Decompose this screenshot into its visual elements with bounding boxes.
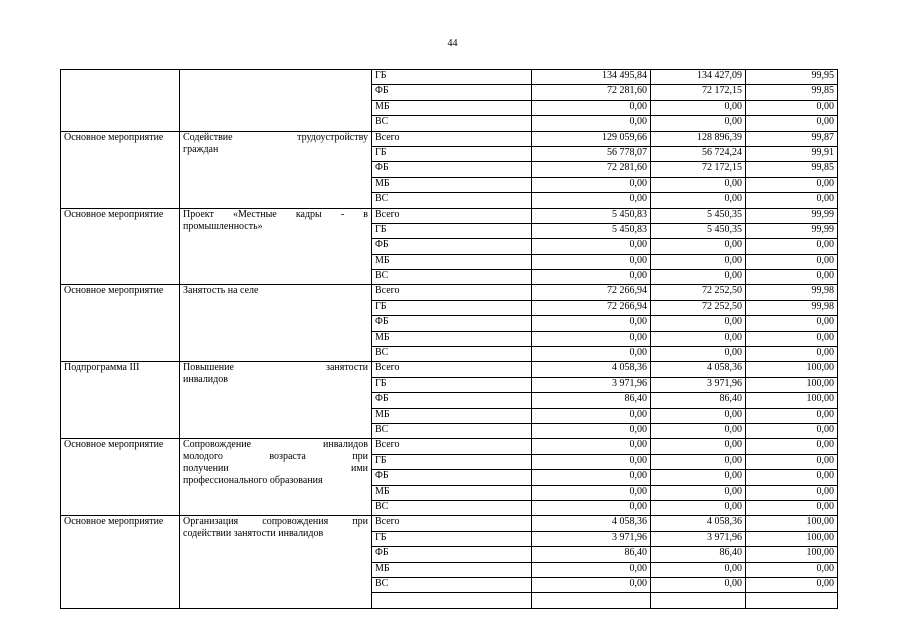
planned-amount: 0,00	[532, 470, 651, 485]
table-row	[61, 208, 838, 223]
execution-percent: 0,00	[746, 331, 838, 346]
funding-source: Всего	[372, 516, 532, 531]
planned-amount: 0,00	[532, 177, 651, 192]
row-type-cell	[61, 131, 180, 208]
actual-amount: 72 172,15	[651, 162, 746, 177]
execution-percent: 100,00	[746, 516, 838, 531]
funding-source: ГБ	[372, 377, 532, 392]
funding-source: ФБ	[372, 85, 532, 100]
activity-name-cell	[180, 131, 372, 208]
activity-name-cell	[180, 208, 372, 285]
execution-percent: 0,00	[746, 485, 838, 500]
funding-source: ФБ	[372, 547, 532, 562]
row-type: Основное мероприятие	[64, 131, 164, 143]
table-row	[61, 516, 838, 531]
planned-amount: 56 778,07	[532, 146, 651, 161]
actual-amount: 0,00	[651, 408, 746, 423]
execution-percent: 0,00	[746, 239, 838, 254]
actual-amount: 0,00	[651, 470, 746, 485]
planned-amount: 72 266,94	[532, 300, 651, 315]
budget-table	[60, 69, 838, 609]
planned-amount: 0,00	[532, 408, 651, 423]
funding-source: ФБ	[372, 393, 532, 408]
activity-name-cell	[180, 70, 372, 132]
activity-name-line: Повышение занятости	[183, 362, 368, 374]
row-type: Основное мероприятие	[64, 285, 164, 297]
row-type-cell	[61, 208, 180, 285]
actual-amount: 0,00	[651, 347, 746, 362]
funding-source: ФБ	[372, 316, 532, 331]
activity-name-line: Организация сопровождения при	[183, 516, 368, 528]
execution-percent: 100,00	[746, 547, 838, 562]
funding-source: Всего	[372, 285, 532, 300]
empty-cell	[532, 593, 651, 608]
funding-source: ГБ	[372, 531, 532, 546]
actual-amount: 0,00	[651, 177, 746, 192]
planned-amount: 86,40	[532, 547, 651, 562]
activity-name-line: Сопровождение инвалидов	[183, 439, 368, 451]
execution-percent: 0,00	[746, 470, 838, 485]
funding-source: ВС	[372, 423, 532, 438]
execution-percent: 100,00	[746, 377, 838, 392]
actual-amount: 134 427,09	[651, 70, 746, 85]
planned-amount: 0,00	[532, 347, 651, 362]
row-type: Основное мероприятие	[64, 208, 164, 220]
planned-amount: 0,00	[532, 454, 651, 469]
activity-name-line: профессионального образования	[183, 475, 323, 487]
execution-percent: 99,91	[746, 146, 838, 161]
planned-amount: 134 495,84	[532, 70, 651, 85]
planned-amount: 0,00	[532, 100, 651, 115]
execution-percent: 99,87	[746, 131, 838, 146]
planned-amount: 0,00	[532, 562, 651, 577]
activity-name-cell	[180, 362, 372, 439]
execution-percent: 100,00	[746, 393, 838, 408]
planned-amount: 3 971,96	[532, 531, 651, 546]
actual-amount: 5 450,35	[651, 208, 746, 223]
actual-amount: 0,00	[651, 270, 746, 285]
actual-amount: 56 724,24	[651, 146, 746, 161]
actual-amount: 5 450,35	[651, 223, 746, 238]
actual-amount: 3 971,96	[651, 531, 746, 546]
execution-percent: 0,00	[746, 100, 838, 115]
actual-amount: 0,00	[651, 100, 746, 115]
funding-source: ГБ	[372, 300, 532, 315]
funding-source: ВС	[372, 116, 532, 131]
actual-amount: 0,00	[651, 239, 746, 254]
actual-amount: 0,00	[651, 331, 746, 346]
planned-amount: 0,00	[532, 270, 651, 285]
funding-source: МБ	[372, 485, 532, 500]
page-number: 44	[447, 38, 458, 49]
execution-percent: 0,00	[746, 454, 838, 469]
funding-source: ВС	[372, 347, 532, 362]
table-row	[61, 362, 838, 377]
planned-amount: 0,00	[532, 316, 651, 331]
activity-name-line: получении ими	[183, 463, 368, 475]
actual-amount: 0,00	[651, 500, 746, 515]
budget-table-body	[61, 70, 838, 609]
actual-amount: 72 252,50	[651, 300, 746, 315]
funding-source: Всего	[372, 208, 532, 223]
funding-source: ВС	[372, 500, 532, 515]
execution-percent: 0,00	[746, 270, 838, 285]
actual-amount: 0,00	[651, 439, 746, 454]
execution-percent: 0,00	[746, 577, 838, 592]
planned-amount: 5 450,83	[532, 223, 651, 238]
activity-name-line: инвалидов	[183, 374, 228, 386]
funding-source: ГБ	[372, 70, 532, 85]
row-type: Основное мероприятие	[64, 516, 164, 528]
planned-amount: 0,00	[532, 239, 651, 254]
actual-amount: 86,40	[651, 547, 746, 562]
planned-amount: 5 450,83	[532, 208, 651, 223]
execution-percent: 99,95	[746, 70, 838, 85]
actual-amount: 72 252,50	[651, 285, 746, 300]
funding-source: Всего	[372, 439, 532, 454]
actual-amount: 0,00	[651, 423, 746, 438]
planned-amount: 129 059,66	[532, 131, 651, 146]
planned-amount: 0,00	[532, 193, 651, 208]
planned-amount: 0,00	[532, 423, 651, 438]
execution-percent: 0,00	[746, 408, 838, 423]
activity-name-cell	[180, 516, 372, 608]
planned-amount: 0,00	[532, 254, 651, 269]
planned-amount: 72 281,60	[532, 162, 651, 177]
execution-percent: 99,98	[746, 285, 838, 300]
planned-amount: 0,00	[532, 577, 651, 592]
actual-amount: 4 058,36	[651, 516, 746, 531]
actual-amount: 0,00	[651, 577, 746, 592]
execution-percent: 0,00	[746, 193, 838, 208]
planned-amount: 0,00	[532, 500, 651, 515]
funding-source: ВС	[372, 193, 532, 208]
row-type-cell	[61, 516, 180, 608]
actual-amount: 0,00	[651, 193, 746, 208]
planned-amount: 0,00	[532, 485, 651, 500]
actual-amount: 86,40	[651, 393, 746, 408]
activity-name-line: Проект «Местные кадры - в	[183, 208, 368, 220]
funding-source: ГБ	[372, 454, 532, 469]
actual-amount: 0,00	[651, 116, 746, 131]
funding-source: МБ	[372, 331, 532, 346]
activity-name-line: Занятость на селе	[183, 285, 259, 297]
row-type-cell	[61, 285, 180, 362]
funding-source: Всего	[372, 362, 532, 377]
empty-cell	[651, 593, 746, 608]
funding-source: ГБ	[372, 146, 532, 161]
execution-percent: 0,00	[746, 116, 838, 131]
execution-percent: 99,85	[746, 162, 838, 177]
execution-percent: 0,00	[746, 316, 838, 331]
planned-amount: 4 058,36	[532, 362, 651, 377]
table-row	[61, 70, 838, 85]
row-type-cell	[61, 362, 180, 439]
funding-source: МБ	[372, 562, 532, 577]
planned-amount: 0,00	[532, 439, 651, 454]
execution-percent: 0,00	[746, 254, 838, 269]
funding-source: ГБ	[372, 223, 532, 238]
activity-name-line: Содействие трудоустройству	[183, 131, 368, 143]
execution-percent: 0,00	[746, 500, 838, 515]
actual-amount: 4 058,36	[651, 362, 746, 377]
funding-source: МБ	[372, 254, 532, 269]
row-type: Основное мероприятие	[64, 439, 164, 451]
activity-name-line: граждан	[183, 143, 219, 155]
planned-amount: 86,40	[532, 393, 651, 408]
actual-amount: 3 971,96	[651, 377, 746, 392]
planned-amount: 0,00	[532, 331, 651, 346]
funding-source: Всего	[372, 131, 532, 146]
empty-cell	[746, 593, 838, 608]
row-type-cell	[61, 439, 180, 516]
funding-source: МБ	[372, 177, 532, 192]
table-row	[61, 131, 838, 146]
planned-amount: 3 971,96	[532, 377, 651, 392]
actual-amount: 0,00	[651, 454, 746, 469]
funding-source: ВС	[372, 270, 532, 285]
execution-percent: 0,00	[746, 177, 838, 192]
execution-percent: 100,00	[746, 531, 838, 546]
actual-amount: 0,00	[651, 485, 746, 500]
table-row	[61, 439, 838, 454]
execution-percent: 100,00	[746, 362, 838, 377]
activity-name-line: промышленность»	[183, 220, 263, 232]
planned-amount: 72 266,94	[532, 285, 651, 300]
planned-amount: 72 281,60	[532, 85, 651, 100]
execution-percent: 99,99	[746, 208, 838, 223]
row-type-cell	[61, 70, 180, 132]
activity-name-line: содействии занятости инвалидов	[183, 528, 324, 540]
execution-percent: 99,99	[746, 223, 838, 238]
activity-name-line: молодого возраста при	[183, 451, 368, 463]
actual-amount: 0,00	[651, 316, 746, 331]
activity-name-cell	[180, 285, 372, 362]
funding-source: МБ	[372, 408, 532, 423]
empty-cell	[372, 593, 532, 608]
table-row	[61, 285, 838, 300]
activity-name-cell	[180, 439, 372, 516]
execution-percent: 99,85	[746, 85, 838, 100]
execution-percent: 99,98	[746, 300, 838, 315]
funding-source: ФБ	[372, 470, 532, 485]
funding-source: ВС	[372, 577, 532, 592]
planned-amount: 0,00	[532, 116, 651, 131]
execution-percent: 0,00	[746, 562, 838, 577]
execution-percent: 0,00	[746, 347, 838, 362]
execution-percent: 0,00	[746, 423, 838, 438]
planned-amount: 4 058,36	[532, 516, 651, 531]
actual-amount: 0,00	[651, 254, 746, 269]
funding-source: МБ	[372, 100, 532, 115]
funding-source: ФБ	[372, 239, 532, 254]
row-type: Подпрограмма III	[64, 362, 140, 374]
actual-amount: 72 172,15	[651, 85, 746, 100]
actual-amount: 128 896,39	[651, 131, 746, 146]
funding-source: ФБ	[372, 162, 532, 177]
actual-amount: 0,00	[651, 562, 746, 577]
execution-percent: 0,00	[746, 439, 838, 454]
